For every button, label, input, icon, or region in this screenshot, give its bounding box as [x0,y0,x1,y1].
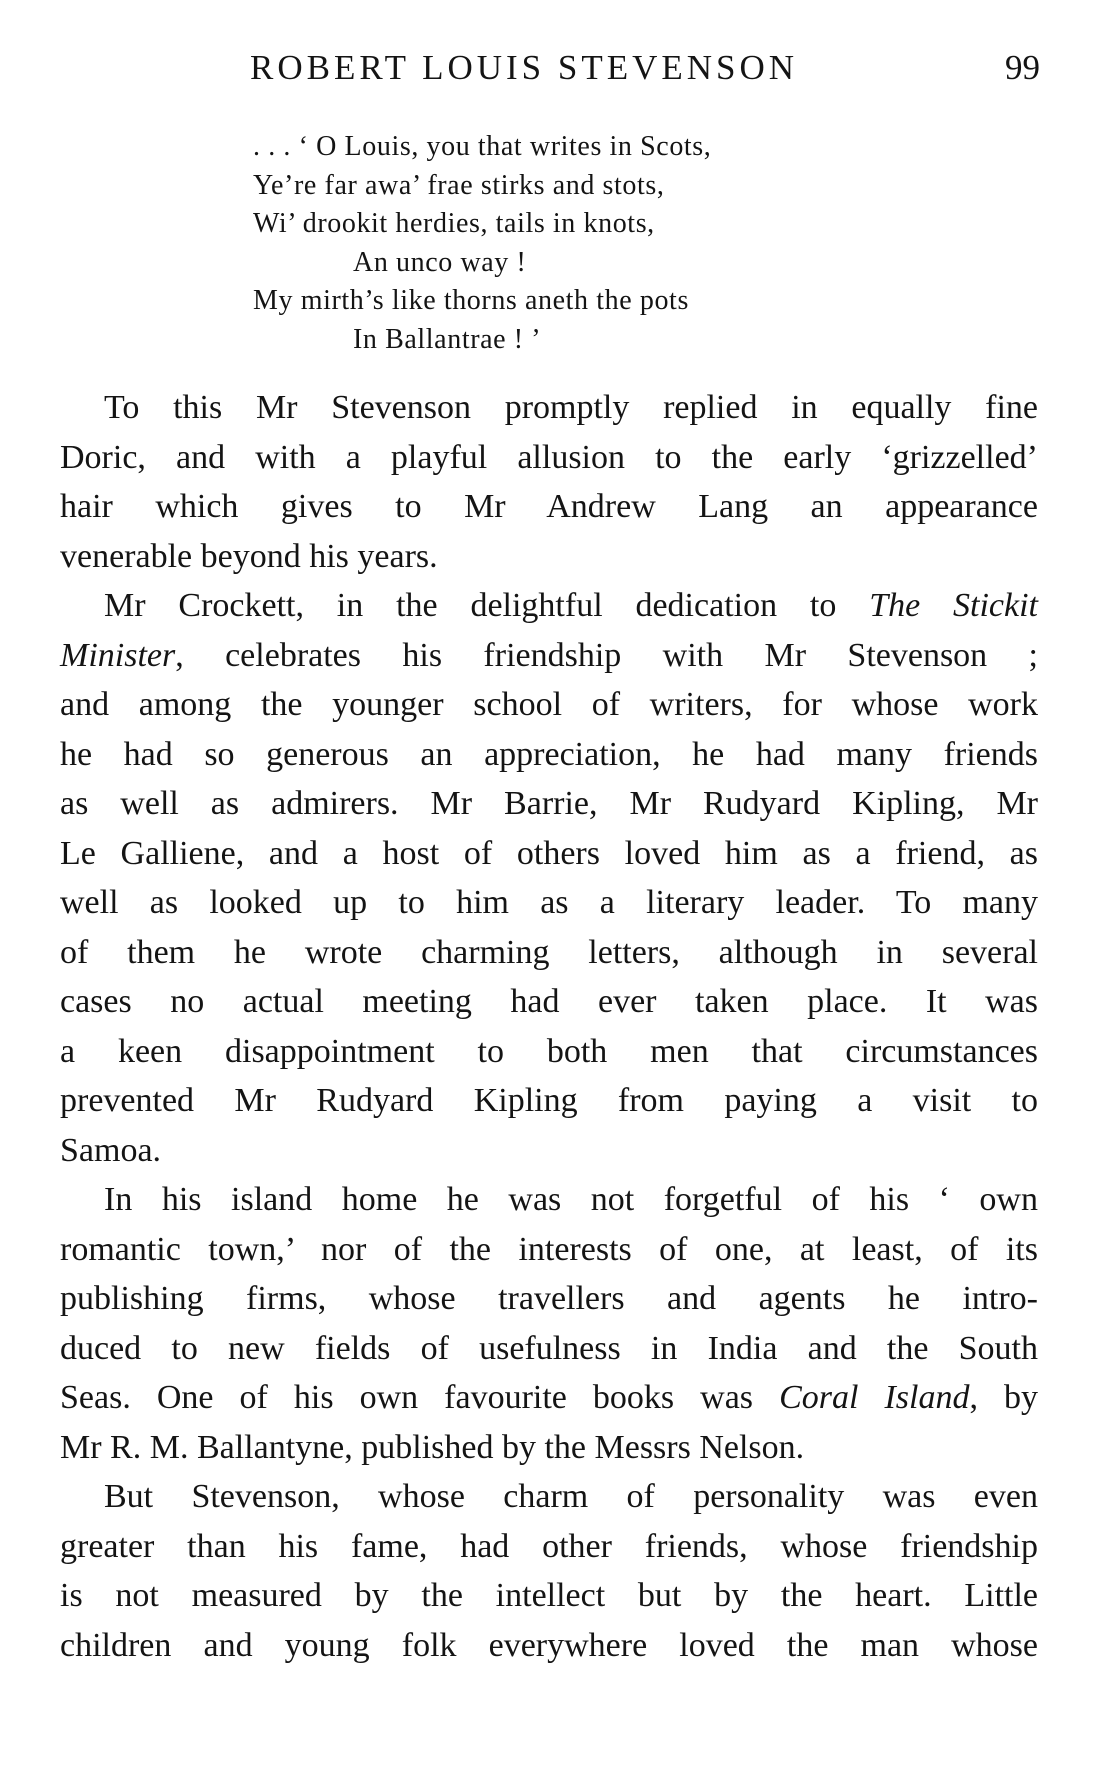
text-line [60,581,1038,631]
text-line: greater than his fame, had other friends, whose friendship [60,1527,1038,1565]
running-head [60,38,1040,98]
text-line [60,1373,1038,1423]
text-line: as well as admirers. Mr Barrie, Mr Rudyard Kipling, Mr [60,785,1038,822]
running-title: ROBERT LOUIS STEVENSON [250,48,799,87]
text-line: and among the younger school of writers, for whose work [60,686,1038,723]
text-run: Mr Crockett, in the delightful dedication to [104,587,870,624]
text-line: a keen disappointment to both men that circumstances [60,1032,1038,1070]
verse-line: . . . ‘ O Louis, you that writes in Scots, [253,131,712,162]
text-line: But Stevenson, whose charm of personality was even [104,1478,1038,1515]
text-line [60,631,1038,681]
verse-line: An unco way ! [353,246,527,278]
text-run: , celebrates his friendship with Mr Stevenson ; [175,636,1038,674]
verse-line: In Ballantrae ! ’ [353,323,542,355]
text-run: Seas. One of his own favourite books was [60,1379,780,1416]
book-title: Coral Island [779,1379,970,1416]
text-line: Mr R. M. Ballantyne, published by the Messrs Nelson. [60,1428,805,1466]
text-line: prevented Mr Rudyard Kipling from paying a visit to [60,1082,1038,1119]
text-line: children and young folk everywhere loved the man whose [60,1626,1038,1664]
page-number: 99 [1005,48,1040,87]
text-line: of them he wrote charming letters, although in several [60,933,1038,971]
text-line: In his island home he was not forgetful of his ‘ own [104,1181,1038,1218]
book-title: The Stickit [869,587,1039,624]
text-line: well as looked up to him as a literary leader. To many [60,884,1038,921]
body-text [60,383,1038,1670]
text-line: Doric, and with a playful allusion to the early ‘grizzelled’ [60,438,1038,476]
paragraph [60,383,1038,581]
text-line: Samoa. [60,1131,162,1169]
text-line: publishing firms, whose travellers and agents he intro- [60,1280,1038,1317]
verse-line: Wi’ drookit herdies, tails in knots, [253,208,655,239]
text-line: duced to new fields of usefulness in India and the South [60,1329,1038,1367]
text-line: Le Galliene, and a host of others loved him as a friend, as [60,834,1038,872]
book-title: Minister [60,636,176,674]
text-line: is not measured by the intellect but by the heart. Little [60,1577,1038,1614]
paragraph [60,581,1038,1175]
text-line: To this Mr Stevenson promptly replied in equally fine [104,389,1038,426]
verse-quotation [253,128,953,359]
paragraph [60,1175,1038,1472]
verse-line: My mirth’s like thorns aneth the pots [253,285,689,316]
text-line: cases no actual meeting had ever taken place. It was [60,983,1038,1020]
text-line: he had so generous an appreciation, he had many friends [60,735,1038,773]
paragraph [60,1472,1038,1670]
verse-line: Ye’re far awa’ frae stirks and stots, [253,169,665,201]
text-line: venerable beyond his years. [60,537,438,575]
text-line: hair which gives to Mr Andrew Lang an appearance [60,488,1038,525]
text-run: , by [969,1379,1038,1416]
text-line: romantic town,’ nor of the interests of one, at least, of its [60,1230,1038,1268]
